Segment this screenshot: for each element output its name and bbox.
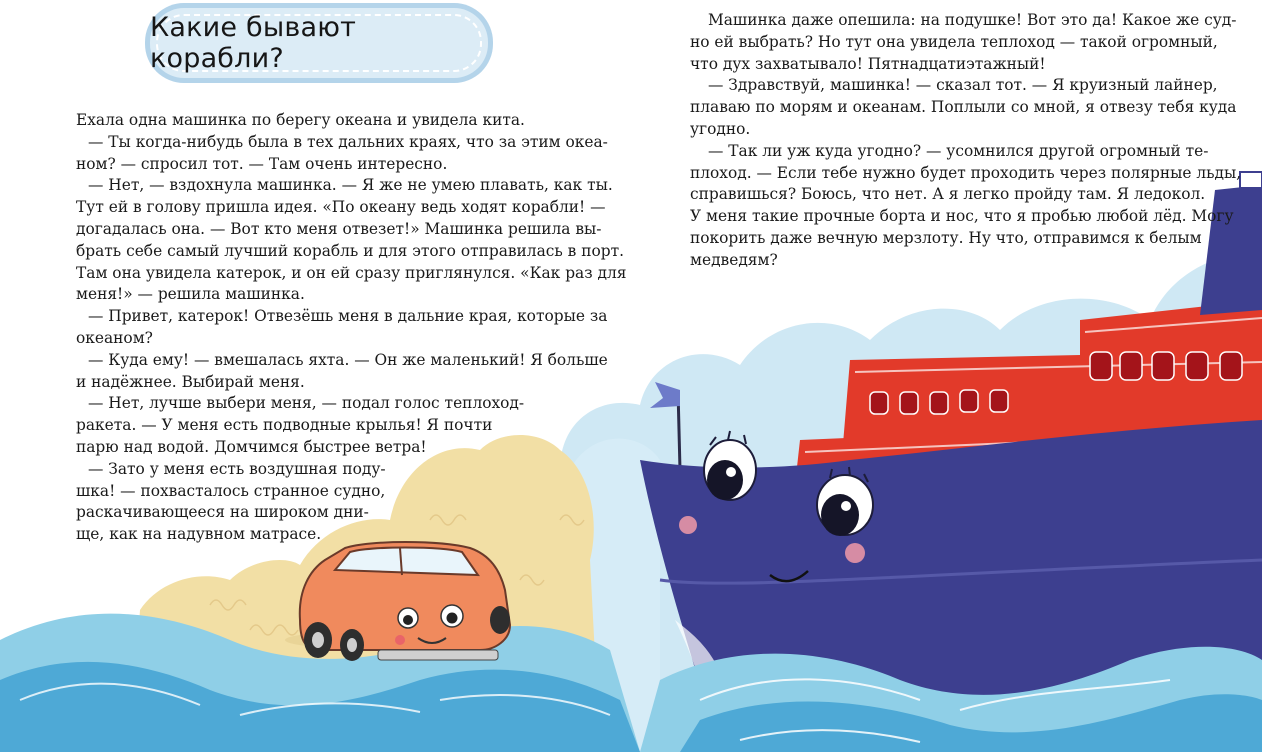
text-line: брать себе самый лучший корабль и для этого отправилась в порт.: [76, 241, 624, 260]
text-line: — Нет, — вздохнула машинка. — Я же не умею плавать, как ты.: [88, 176, 613, 195]
text-line: — Нет, лучше выбери меня, — подал голос теплоход-: [88, 394, 525, 413]
text-line: Там она увидела катерок, и он ей сразу приглянулся. «Как раз для: [76, 263, 627, 282]
text-line: океаном?: [76, 328, 153, 347]
text-line: У меня такие прочные борта и нос, что я пробью любой лёд. Могу: [690, 207, 1234, 226]
text-line: — Привет, катерок! Отвезёшь меня в дальние края, которые за: [88, 307, 608, 326]
text-line: покорить даже вечную мерзлоту. Ну что, отправимся к белым: [690, 228, 1202, 247]
text-line: парю над водой. Домчимся быстрее ветра!: [76, 437, 427, 456]
text-line: плаваю по морям и океанам. Поплыли со мной, я отвезу тебя куда: [690, 98, 1237, 117]
text-line: меня!» — решила машинка.: [76, 285, 305, 304]
text-line: что дух захватывало! Пятнадцатиэтажный!: [690, 54, 1046, 73]
text-line: медведям?: [690, 250, 778, 269]
text-line: ракета. — У меня есть подводные крылья! Я почти: [76, 416, 493, 435]
text-line: — Куда ему! — вмешалась яхта. — Он же маленький! Я больше: [88, 350, 608, 369]
left-page-text: [76, 110, 626, 546]
text-line: — Так ли уж куда угодно? — усомнился другой огромный те-: [708, 141, 1209, 160]
text-line: шка! — похвасталось странное судно,: [76, 481, 386, 500]
text-line: ще, как на надувном матрасе.: [76, 525, 322, 544]
text-line: — Здравствуй, машинка! — сказал тот. — Я круизный лайнер,: [708, 76, 1218, 95]
text-line: — Ты когда-нибудь была в тех дальних краях, что за этим океа-: [88, 132, 608, 151]
text-line: — Зато у меня есть воздушная поду-: [88, 459, 386, 478]
text-line: и надёжнее. Выбирай меня.: [76, 372, 305, 391]
text-line: угодно.: [690, 119, 751, 138]
text-line: справишься? Боюсь, что нет. А я легко пройду там. Я ледокол.: [690, 185, 1206, 204]
text-line: плоход. — Если тебе нужно будет проходить через полярные льды,: [690, 163, 1242, 182]
title-badge: [150, 8, 488, 78]
text-line: но ей выбрать? Но тут она увидела теплоход — такой огромный,: [690, 32, 1218, 51]
text-line: Ехала одна машинка по берегу океана и увидела кита.: [76, 111, 525, 129]
right-page-text: [690, 10, 1241, 272]
text-line: Машинка даже опешила: на подушке! Вот это да! Какое же суд-: [708, 11, 1237, 29]
page-title: Какие бывают корабли?: [150, 12, 357, 74]
text-line: ном? — спросил тот. — Там очень интересно.: [76, 154, 448, 173]
text-line: раскачивающееся на широком дни-: [76, 503, 369, 522]
text-line: догадалась она. — Вот кто меня отвезет!» Машинка решила вы-: [76, 219, 602, 238]
text-line: Тут ей в голову пришла идея. «По океану ведь ходят корабли! —: [76, 198, 606, 217]
